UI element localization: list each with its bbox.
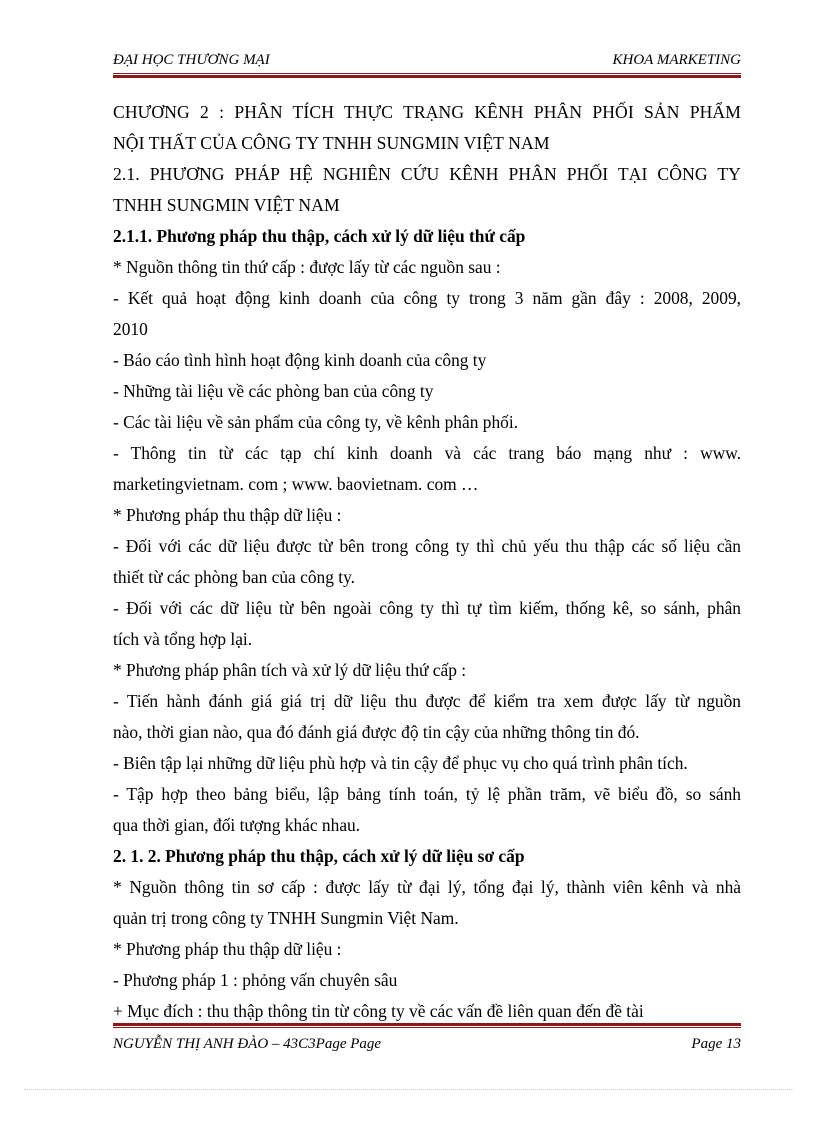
subsection-heading-2-1-2: 2. 1. 2. Phương pháp thu thập, cách xử lý dữ liệu sơ cấp: [113, 846, 525, 866]
section-title-line2: TNHH SUNGMIN VIỆT NAM: [113, 195, 340, 215]
page-number: Page 13: [691, 1036, 741, 1052]
page-footer: [113, 1036, 741, 1056]
paragraph: - Phương pháp 1 : phỏng vấn chuyên sâu: [113, 970, 398, 990]
paragraph: quản trị trong công ty TNHH Sungmin Việt Nam.: [113, 908, 459, 928]
paragraph: - Đối với các dữ liệu từ bên ngoài công ty thì tự tìm kiếm, thống kê, so sánh, phân: [113, 598, 741, 618]
footer-author: NGUYỄN THỊ ANH ĐÀO – 43C3Page Page: [113, 1036, 382, 1052]
paragraph: - Những tài liệu về các phòng ban của công ty: [113, 381, 434, 401]
paragraph: - Tập hợp theo bảng biểu, lập bảng tính toán, tỷ lệ phần trăm, vẽ biểu đồ, so sánh: [113, 784, 741, 804]
paragraph: * Phương pháp thu thập dữ liệu :: [113, 939, 342, 959]
page-body: [113, 97, 741, 1027]
paragraph: - Đối với các dữ liệu được từ bên trong công ty thì chủ yếu thu thập các số liệu cần: [113, 536, 741, 556]
subsection-heading-2-1-1: 2.1.1. Phương pháp thu thập, cách xử lý dữ liệu thứ cấp: [113, 226, 526, 246]
paragraph: - Biên tập lại những dữ liệu phù hợp và tin cậy để phục vụ cho quá trình phân tích.: [113, 753, 688, 773]
paragraph: nào, thời gian nào, qua đó đánh giá được độ tin cậy của những thông tin đó.: [113, 722, 640, 742]
header-university: ĐẠI HỌC THƯƠNG MẠI: [113, 52, 270, 68]
paragraph: * Phương pháp phân tích và xử lý dữ liệu thứ cấp :: [113, 660, 467, 680]
page-bottom-divider: [24, 1089, 794, 1090]
paragraph: - Báo cáo tình hình hoạt động kinh doanh của công ty: [113, 350, 487, 370]
paragraph: - Các tài liệu về sản phẩm của công ty, về kênh phân phối.: [113, 412, 519, 432]
header-rule: [113, 73, 741, 78]
paragraph: 2010: [113, 319, 148, 339]
footer-rule: [113, 1023, 741, 1028]
header-faculty: KHOA MARKETING: [612, 52, 741, 68]
paragraph: marketingvietnam. com ; www. baovietnam. com …: [113, 474, 479, 494]
section-title-line1: 2.1. PHƯƠNG PHÁP HỆ NGHIÊN CỨU KÊNH PHÂN PHỐI TẠI CÔNG TY: [113, 164, 741, 184]
paragraph: tích và tổng hợp lại.: [113, 629, 253, 649]
paragraph: - Thông tin từ các tạp chí kinh doanh và các trang báo mạng như : www.: [113, 443, 741, 463]
paragraph: qua thời gian, đối tượng khác nhau.: [113, 815, 361, 835]
paragraph: - Tiến hành đánh giá giá trị dữ liệu thu được để kiểm tra xem được lấy từ nguồn: [113, 691, 741, 711]
paragraph: * Phương pháp thu thập dữ liệu :: [113, 505, 342, 525]
paragraph: * Nguồn thông tin sơ cấp : được lấy từ đại lý, tổng đại lý, thành viên kênh và nhà: [113, 877, 741, 897]
chapter-title-line1: CHƯƠNG 2 : PHÂN TÍCH THỰC TRẠNG KÊNH PHÂN PHỐI SẢN PHẨM: [113, 102, 741, 122]
paragraph: * Nguồn thông tin thứ cấp : được lấy từ các nguồn sau :: [113, 257, 501, 277]
chapter-title-line2: NỘI THẤT CỦA CÔNG TY TNHH SUNGMIN VIỆT NAM: [113, 133, 550, 153]
paragraph: thiết từ các phòng ban của công ty.: [113, 567, 356, 587]
paragraph: + Mục đích : thu thập thông tin từ công ty về các vấn đề liên quan đến đề tài: [113, 1001, 644, 1021]
page-header: [113, 52, 741, 72]
paragraph: - Kết quả hoạt động kinh doanh của công ty trong 3 năm gần đây : 2008, 2009,: [113, 288, 741, 308]
